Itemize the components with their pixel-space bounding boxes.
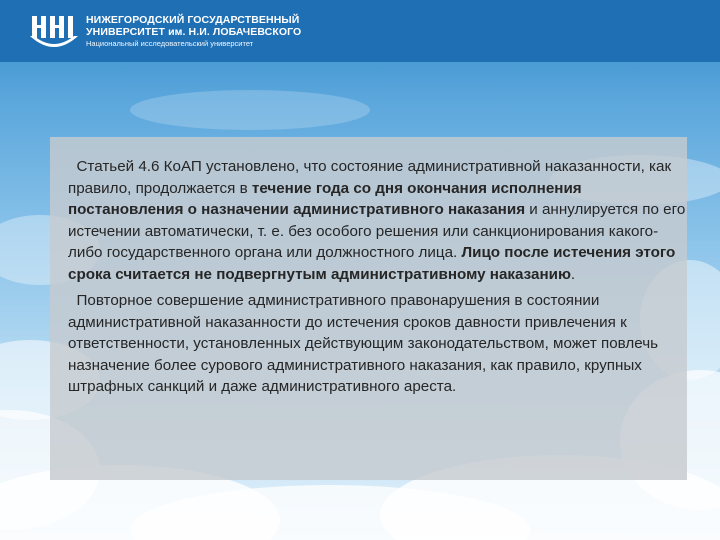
p1-bold-segment: Лицо после истечения этого срока считается не подвергнутым административному наказанию [68,244,676,283]
university-name-line1: НИЖЕГОРОДСКИЙ ГОСУДАРСТВЕННЫЙ [86,14,300,26]
p1-segment: и аннулируется по его истечении автоматически, т. е. без особого решения или санкционирования какого-либо государственного органа или должностного лица. [68,201,686,261]
p2-text: Повторное совершение административного правонарушения в состоянии административной наказанности до истечения сроков давности привлечения к ответственности, установленных действующим законодательством, может повлечь назначение более сурового административного наказания, как правило, крупных штрафных санкций и даже административного ареста. [68,292,659,395]
p1-bold-segment: течение года со дня окончания исполнения постановления о назначении административного наказания [68,179,582,218]
p1-segment: Статьей 4.6 КоАП установлено, что состояние административной наказанности, как правило, продолжается в [68,158,672,197]
university-name-line2: УНИВЕРСИТЕТ им. Н.И. ЛОБАЧЕВСКОГО [86,26,302,38]
p1-segment: . [570,265,576,283]
paragraph-1 [68,156,688,285]
paragraph-2 [68,290,688,398]
slide-content [68,156,688,398]
university-name [86,14,301,49]
university-subtitle: Национальный исследовательский университет [86,39,254,48]
university-logo-icon [28,6,80,56]
university-header [0,0,720,62]
